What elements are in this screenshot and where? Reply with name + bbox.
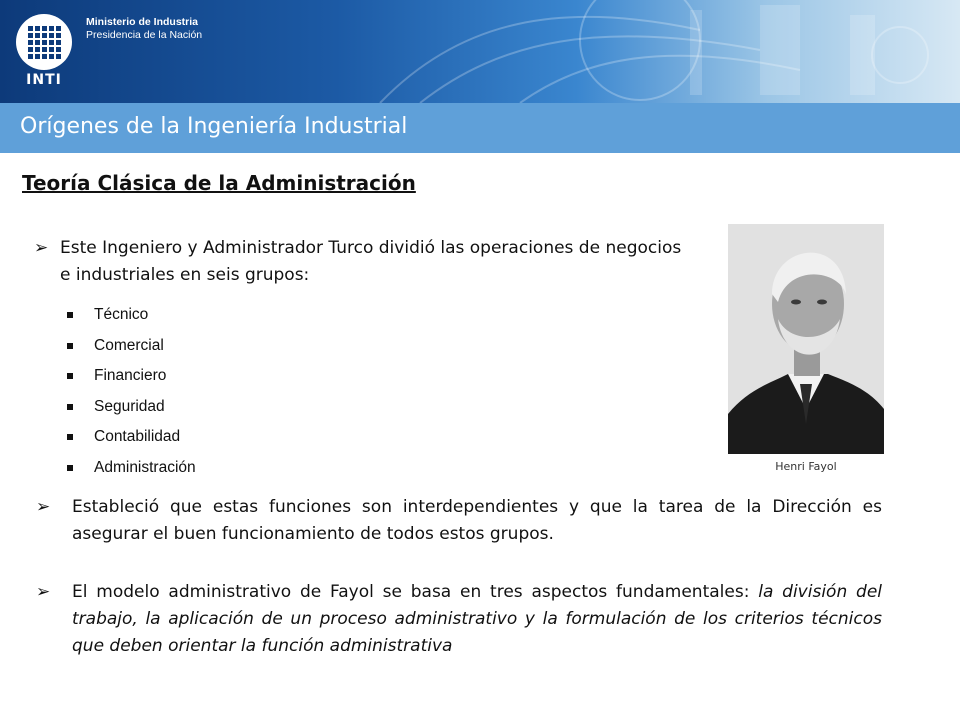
inti-logo — [14, 12, 74, 72]
square-bullet-icon — [67, 434, 73, 440]
photo-caption: Henri Fayol — [775, 460, 837, 473]
paragraph-3-italic: la división del trabajo, la aplicación de un proceso administrativo y la formulación de los criterios técnicos que deben orientar la función administrativa — [72, 582, 882, 656]
groups-list — [64, 300, 196, 484]
list-item-label: Seguridad — [94, 397, 165, 415]
square-bullet-icon — [67, 373, 73, 379]
header-banner — [0, 0, 960, 103]
title-band — [0, 103, 960, 153]
list-item-label: Administración — [94, 458, 196, 476]
list-item — [64, 422, 196, 453]
portrait-photo — [728, 224, 884, 454]
square-bullet-icon — [67, 465, 73, 471]
square-bullet-icon — [67, 343, 73, 349]
paragraph-1-text: Este Ingeniero y Administrador Turco dividió las operaciones de negocios e industriales en seis grupos: — [60, 238, 682, 285]
square-bullet-icon — [67, 404, 73, 410]
arrow-bullet-icon: ➢ — [34, 238, 49, 258]
list-item — [64, 300, 196, 331]
arrow-bullet-icon: ➢ — [36, 582, 51, 602]
paragraph-2 — [36, 494, 882, 548]
list-item-label: Comercial — [94, 336, 164, 354]
logo-text: INTI — [26, 72, 62, 88]
ministry-line-2: Presidencia de la Nación — [86, 29, 203, 41]
list-item-label: Técnico — [94, 306, 149, 323]
slide-subtitle: Teoría Clásica de la Administración — [22, 171, 416, 195]
list-item — [64, 361, 196, 392]
arrow-bullet-icon: ➢ — [36, 497, 51, 517]
ministry-label — [86, 16, 202, 42]
list-item — [64, 453, 196, 484]
paragraph-1 — [34, 235, 684, 289]
square-bullet-icon — [67, 312, 73, 318]
slide-title: Orígenes de la Ingeniería Industrial — [20, 114, 408, 139]
ministry-line-1: Ministerio de Industria — [86, 16, 199, 28]
paragraph-3 — [36, 579, 882, 660]
list-item-label: Financiero — [94, 367, 167, 385]
list-item-label: Contabilidad — [94, 428, 181, 446]
paragraph-3-text — [72, 579, 882, 660]
paragraph-3-intro: El modelo administrativo de Fayol se basa en tres aspectos fundamentales: — [72, 582, 759, 602]
list-item — [64, 392, 196, 423]
list-item — [64, 331, 196, 362]
paragraph-2-text: Estableció que estas funciones son interdependientes y que la tarea de la Dirección es asegurar el buen funcionamiento de todos estos grupos. — [72, 497, 882, 544]
